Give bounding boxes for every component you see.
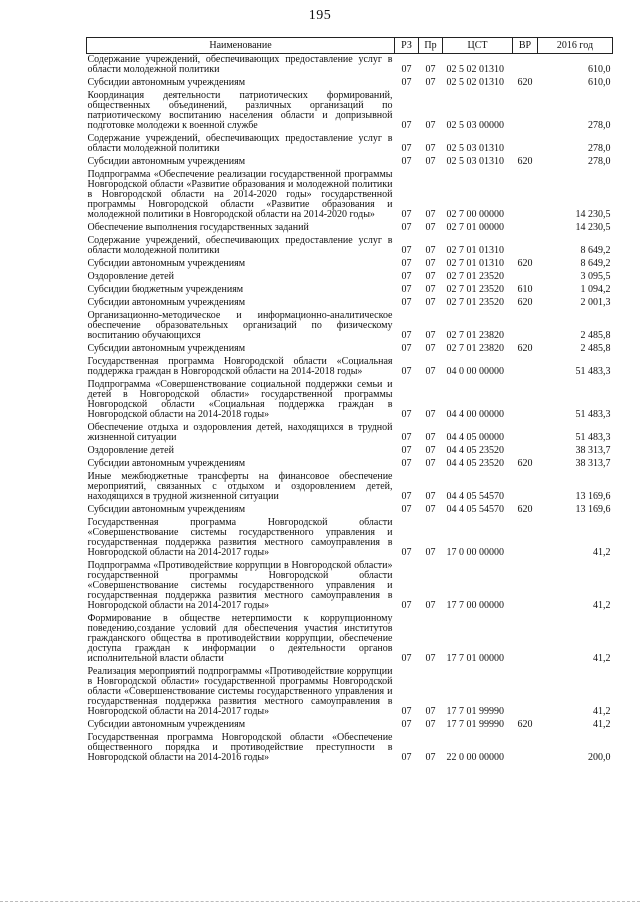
table-row [87,356,613,379]
table-row [87,445,613,458]
cell-rz: 07 [401,77,412,88]
table-row [87,297,613,310]
cell-name: Содержание учреждений, обеспечивающих предоставление услуг в области молодежной политики [87,133,393,154]
cell-pr: 07 [425,504,436,515]
cell-pr: 07 [425,366,436,377]
table-row [87,422,613,445]
cell-value: 1 094,2 [580,284,611,295]
cell-pr: 07 [425,600,436,611]
cell-value: 38 313,7 [575,445,611,456]
table-row [87,156,613,169]
cell-value: 278,0 [588,156,611,167]
cell-name: Реализация мероприятий подпрограммы «Противодействие коррупции в Новгородской области» государственной программы Новгородской области «Совершенствование системы государственного управления и государственная поддержка развития местного самоуправления в Новгородской области на 2014-2017 годы» [87,666,393,717]
cell-pr: 07 [425,719,436,730]
cell-pr: 07 [425,156,436,167]
table-row [87,258,613,271]
cell-value: 41,2 [593,547,611,558]
cell-cst: 04 4 05 00000 [446,432,504,443]
cell-pr: 07 [425,706,436,717]
cell-name: Подпрограмма «Противодействие коррупции в Новгородской области» государственной программы Новгородской области «Совершенствование системы государственного управления и государственная поддержка развития местного самоуправления в Новгородской области на 2014-2017 годы» [87,560,393,611]
cell-rz: 07 [401,409,412,420]
cell-vr: 620 [517,77,533,88]
cell-name: Государственная программа Новгородской области «Социальная поддержка граждан в Новгородской области на 2014-2018 годы» [87,356,393,377]
table-row [87,77,613,90]
cell-vr [513,310,538,343]
budget-table [86,37,613,765]
cell-cst: 02 7 01 00000 [446,222,504,233]
cell-name: Оздоровление детей [87,271,174,282]
cell-rz: 07 [401,600,412,611]
header-cst: ЦСТ [443,38,513,54]
cell-pr: 07 [425,458,436,469]
header-rz: РЗ [395,38,419,54]
cell-value: 8 649,2 [580,245,611,256]
cell-value: 8 649,2 [580,258,611,269]
cell-value: 2 485,8 [580,343,611,354]
cell-cst: 17 7 00 00000 [446,600,504,611]
cell-vr [513,517,538,560]
cell-cst: 04 4 05 23520 [446,458,504,469]
cell-rz: 07 [401,297,412,308]
cell-rz: 07 [401,706,412,717]
cell-value: 14 230,5 [575,209,611,220]
cell-rz: 07 [401,245,412,256]
cell-cst: 04 0 00 00000 [446,366,504,377]
cell-name: Подпрограмма «Совершенствование социальной поддержки семьи и детей в Новгородской области» государственной программы Новгородской области «Социальная поддержка граждан в Новгородской области на 2014-2018 годы» [87,379,393,420]
cell-value: 41,2 [593,600,611,611]
table-row [87,271,613,284]
cell-cst: 02 5 02 01310 [446,64,504,75]
cell-name: Координация деятельности патриотических формирований, общественных объединений, различных организаций по патриотическому воспитанию населения области и допризывной подготовке молодежи к военной службе [87,90,393,131]
cell-name: Оздоровление детей [87,445,174,456]
header-pr: Пр [419,38,443,54]
cell-pr: 07 [425,245,436,256]
table-row [87,504,613,517]
header-name: Наименование [87,38,395,54]
header-value: 2016 год [538,38,613,54]
cell-cst: 17 7 01 00000 [446,653,504,664]
cell-name: Субсидии автономным учреждениям [87,258,246,269]
cell-rz: 07 [401,653,412,664]
cell-vr [513,235,538,258]
cell-value: 278,0 [588,120,611,131]
cell-pr: 07 [425,409,436,420]
cell-rz: 07 [401,366,412,377]
cell-name: Субсидии автономным учреждениям [87,343,246,354]
cell-pr: 07 [425,491,436,502]
cell-rz: 07 [401,458,412,469]
cell-vr [513,560,538,613]
cell-value: 200,0 [588,752,611,763]
cell-cst: 17 0 00 00000 [446,547,504,558]
cell-cst: 02 7 01 23820 [446,330,504,341]
cell-cst: 02 7 01 23520 [446,271,504,282]
cell-value: 51 483,3 [575,409,611,420]
cell-pr: 07 [425,343,436,354]
cell-name: Содержание учреждений, обеспечивающих предоставление услуг в области молодежной политики [87,54,393,75]
cell-name: Субсидии автономным учреждениям [87,458,246,469]
cell-cst: 04 4 05 23520 [446,445,504,456]
cell-pr: 07 [425,209,436,220]
cell-pr: 07 [425,432,436,443]
scan-edge-line [0,901,640,902]
cell-cst: 02 7 01 01310 [446,245,504,256]
cell-vr [513,666,538,719]
cell-name: Субсидии автономным учреждениям [87,297,246,308]
table-row [87,90,613,133]
cell-vr: 620 [517,458,533,469]
cell-pr: 07 [425,120,436,131]
page-number: 195 [308,8,332,23]
table-header-row [87,38,613,54]
table-row [87,379,613,422]
cell-rz: 07 [401,209,412,220]
cell-value: 13 169,6 [575,504,611,515]
cell-cst: 02 7 01 23520 [446,297,504,308]
table-row [87,732,613,765]
cell-pr: 07 [425,330,436,341]
cell-pr: 07 [425,547,436,558]
table-row [87,471,613,504]
cell-cst: 22 0 00 00000 [446,752,504,763]
cell-pr: 07 [425,752,436,763]
cell-rz: 07 [401,222,412,233]
cell-rz: 07 [401,445,412,456]
cell-rz: 07 [401,719,412,730]
table-row [87,54,613,78]
cell-name: Содержание учреждений, обеспечивающих предоставление услуг в области молодежной политики [87,235,393,256]
cell-cst: 02 7 01 01310 [446,258,504,269]
cell-rz: 07 [401,284,412,295]
table-row [87,169,613,222]
cell-name: Обеспечение отдыха и оздоровления детей, находящихся в трудной жизненной ситуации [87,422,393,443]
cell-rz: 07 [401,156,412,167]
table-row [87,719,613,732]
cell-value: 14 230,5 [575,222,611,233]
cell-rz: 07 [401,120,412,131]
cell-cst: 02 7 01 23520 [446,284,504,295]
cell-pr: 07 [425,222,436,233]
cell-vr: 620 [517,258,533,269]
cell-pr: 07 [425,445,436,456]
cell-cst: 02 5 02 01310 [446,77,504,88]
cell-pr: 07 [425,258,436,269]
cell-cst: 02 5 03 01310 [446,143,504,154]
cell-name: Формирование в обществе нетерпимости к коррупционному поведению,создание условий для обеспечения участия институтов гражданского общества в противодействии коррупции, обеспечение доступа граждан к информации о деятельности органов исполнительной власти области [87,613,393,664]
cell-vr [513,54,538,78]
cell-rz: 07 [401,258,412,269]
cell-value: 51 483,3 [575,366,611,377]
cell-vr [513,133,538,156]
table-body [87,54,613,766]
cell-vr: 620 [517,156,533,167]
cell-pr: 07 [425,653,436,664]
header-vr: ВР [513,38,538,54]
cell-value: 41,2 [593,719,611,730]
cell-pr: 07 [425,143,436,154]
cell-vr [513,356,538,379]
cell-rz: 07 [401,143,412,154]
cell-rz: 07 [401,64,412,75]
cell-name: Субсидии автономным учреждениям [87,719,246,730]
cell-name: Иные межбюджетные трансферты на финансовое обеспечение мероприятий, связанных с отдыхом и оздоровлением детей, находящихся в трудной жизненной ситуации [87,471,393,502]
cell-cst: 02 5 03 00000 [446,120,504,131]
cell-vr [513,379,538,422]
cell-name: Обеспечение выполнения государственных заданий [87,222,309,233]
cell-name: Субсидии автономным учреждениям [87,156,246,167]
table-row [87,343,613,356]
table-row [87,222,613,235]
cell-vr [513,445,538,458]
cell-pr: 07 [425,284,436,295]
cell-pr: 07 [425,77,436,88]
table-row [87,284,613,297]
cell-rz: 07 [401,547,412,558]
cell-cst: 02 5 03 01310 [446,156,504,167]
table-row [87,458,613,471]
table-row [87,517,613,560]
cell-value: 278,0 [588,143,611,154]
table-row [87,613,613,666]
cell-vr [513,169,538,222]
cell-value: 2 485,8 [580,330,611,341]
table-row [87,560,613,613]
cell-rz: 07 [401,330,412,341]
cell-value: 610,0 [588,77,611,88]
cell-name: Государственная программа Новгородской области «Совершенствование системы государственного управления и государственная поддержка развития местного самоуправления в Новгородской области на 2014-2017 годы» [87,517,393,558]
cell-name: Субсидии автономным учреждениям [87,77,246,88]
cell-value: 38 313,7 [575,458,611,469]
cell-name: Государственная программа Новгородской области «Обеспечение общественного порядка и противодействие преступности в Новгородской области на 2014-2016 годы» [87,732,393,763]
cell-cst: 04 4 00 00000 [446,409,504,420]
cell-cst: 04 4 05 54570 [446,491,504,502]
cell-rz: 07 [401,504,412,515]
cell-vr [513,422,538,445]
cell-vr [513,471,538,504]
cell-value: 2 001,3 [580,297,611,308]
cell-value: 610,0 [588,64,611,75]
cell-value: 13 169,6 [575,491,611,502]
cell-value: 51 483,3 [575,432,611,443]
cell-cst: 02 7 01 23820 [446,343,504,354]
cell-vr: 610 [517,284,533,295]
table-row [87,133,613,156]
cell-cst: 17 7 01 99990 [446,719,504,730]
cell-value: 41,2 [593,706,611,717]
table-row [87,310,613,343]
cell-cst: 04 4 05 54570 [446,504,504,515]
cell-vr [513,90,538,133]
cell-name: Организационно-методическое и информационно-аналитическое обеспечение образовательных организаций по физическому воспитанию обучающихся [87,310,393,341]
cell-rz: 07 [401,343,412,354]
cell-rz: 07 [401,432,412,443]
cell-vr [513,271,538,284]
cell-cst: 02 7 00 00000 [446,209,504,220]
cell-rz: 07 [401,271,412,282]
cell-name: Подпрограмма «Обеспечение реализации государственной программы Новгородской области «Развитие образования и молодежной политики в Новгородской области на 2014-2020 годы» государственной программы Новгородской области «Развитие образования и молодежной политики в Новгородской области на 2014-2020 годы» [87,169,393,220]
cell-vr [513,613,538,666]
table-row [87,235,613,258]
cell-pr: 07 [425,297,436,308]
cell-rz: 07 [401,752,412,763]
cell-vr [513,732,538,765]
cell-value: 41,2 [593,653,611,664]
cell-vr: 620 [517,343,533,354]
cell-pr: 07 [425,64,436,75]
cell-name: Субсидии автономным учреждениям [87,504,246,515]
cell-vr: 620 [517,504,533,515]
cell-value: 3 095,5 [580,271,611,282]
cell-vr [513,222,538,235]
cell-vr: 620 [517,719,533,730]
cell-vr: 620 [517,297,533,308]
table-row [87,666,613,719]
cell-pr: 07 [425,271,436,282]
cell-rz: 07 [401,491,412,502]
cell-cst: 17 7 01 99990 [446,706,504,717]
cell-name: Субсидии бюджетным учреждениям [87,284,244,295]
